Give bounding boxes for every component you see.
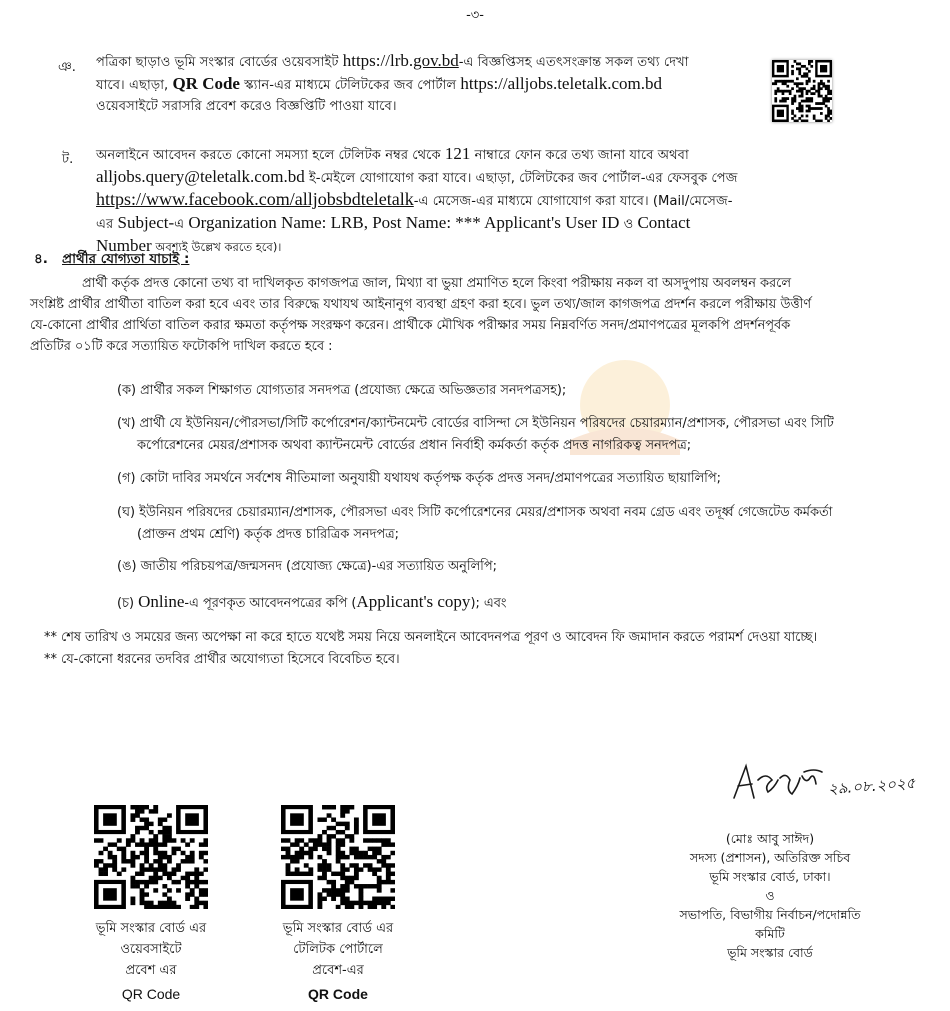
text: -এ মেসেজ-এর মাধ্যমে যোগাযোগ করা যাবে। (Mail/মেসেজ- [413,194,733,209]
caption-line: ওয়েবসাইটে [120,942,182,957]
page-number: -৩- [466,8,484,23]
note-line: ** শেষ তারিখ ও সময়ের জন্য অপেক্ষা না করে হাতে যথেষ্ট সময় নিয়ে অনলাইনে আবেদনপত্র পূরণ ও আবেদন ফি জমাদান করতে পরামর্শ দেওয়া যাচ্ছে। [44,630,818,645]
list-line: কর্পোরেশনের মেয়র/প্রশাসক অথবা ক্যান্টনমেন্ট বোর্ডের প্রধান নির্বাহী কর্মকর্তা কর্তৃক প্রদত্ত নাগরিকত্ব সনদপত্র; [137,438,692,453]
list-item: (ঙ) জাতীয় পরিচয়পত্র/জন্মসনদ (প্রযোজ্য ক্ষেত্রে)-এর সত্যায়িত অনুলিপি; [117,559,497,574]
text: যাবে। এছাড়া, [96,78,173,93]
qr-code-image-top [772,60,832,122]
item-marker-cha: ট. [62,152,74,167]
text: -এ বিজ্ঞপ্তিসহ এতৎসংক্রান্ত সকল তথ্য দেখা [458,55,689,70]
text: ই-মেইলে যোগাযোগ করা যাবে। এছাড়া, টেলিটকের জব পোর্টাল-এর ফেসবুক পেজ [304,171,738,186]
caption-line: ভূমি সংস্কার বোর্ড এর [282,921,394,936]
caption-line: টেলিটক পোর্টালে [293,942,383,957]
para-line: প্রতিটির ০১টি করে সত্যায়িত ফটোকপি দাখিল করতে হবে : [30,339,333,354]
section-paragraph [30,273,930,357]
list-line: (ঘ) ইউনিয়ন পরিষদের চেয়ারম্যান/প্রশাসক, পৌরসভা এবং সিটি কর্পোরেশনের মেয়র/প্রশাসক অথবা নবম গ্রেড এবং তদূর্ধ্ব গেজেটেড কর্মকর্তা [117,505,833,520]
text: ওয়েবসাইটে সরাসরি প্রবেশ করেও বিজ্ঞপ্তিটি পাওয়া যাবে। [96,99,397,114]
text: এ [174,217,189,232]
item-cha-text [96,143,846,258]
text: নাম্বারে ফোন করে তথ্য জানা যাবে অথবা [470,148,689,163]
number-term: Number [96,236,152,255]
section-number: ৪. [34,251,48,267]
text: পত্রিকা ছাড়াও ভূমি সংস্কার বোর্ডের ওয়েবসাইট [96,55,343,70]
item-marker-nio: ঞ. [58,60,76,75]
text: অনলাইনে আবেদন করতে কোনো সমস্যা হলে টেলিটক নম্বর থেকে [96,148,445,163]
contact-term: Contact [637,213,691,232]
applicant-copy-term: Applicant's copy [356,592,471,611]
signatory-conjunction: ও [765,888,775,903]
signature-block [660,829,880,962]
caption-line: ভূমি সংস্কার বোর্ড এর [95,921,207,936]
caption-line: প্রবেশ এর [125,963,177,978]
list-item: (গ) কোটা দাবির সমর্থনে সর্বশেষ নীতিমালা অনুযায়ী যথাযথ কর্তৃপক্ষ কর্তৃক প্রদত্ত সনদ/প্রমাণপত্রের সত্যায়িত ছায়ালিপি; [117,471,721,486]
list-item [117,502,832,546]
text: ); এবং [470,596,507,611]
url-lrb-domain[interactable]: gov.bd [413,51,459,70]
item-nio-text [96,50,756,117]
list-item: (ক) প্রার্থীর সকল শিক্ষাগত যোগ্যতার সনদপত্র (প্রযোজ্য ক্ষেত্রে অভিজ্ঞতার সনদপত্রসহ); [117,383,567,398]
phone-number: 121 [444,144,471,163]
signature-date: ২৯.০৮.২০২৫ [827,773,916,799]
list-item [117,591,506,615]
signatory-role: সভাপতি, বিভাগীয় নির্বাচন/পদোন্নতি [679,907,861,922]
text: -এ পূরণকৃত আবেদনপত্রের কপি ( [184,596,357,611]
list-line: (প্রাক্তন প্রথম শ্রেণি) কর্তৃক প্রদত্ত চারিত্রিক সনদপত্র; [137,527,399,542]
text: ও [619,217,638,232]
qr-code-image-teletalk [281,805,395,909]
list-item [117,413,834,457]
signatory-title: সদস্য (প্রশাসন), অতিরিক্ত সচিব [689,850,851,865]
url-alljobs[interactable]: https://alljobs.teletalk.com.bd [460,74,662,93]
para-line: সংশ্লিষ্ট প্রার্থীর প্রার্থীতা বাতিল করা হবে এবং তার বিরুদ্ধে যথাযথ আইনানুগ ব্যবস্থা গ্রহণ করা হবে। ভুল তথ্য/জাল কাগজপত্র প্রদর্শন করলে পরীক্ষায় উত্তীর্ণ [30,297,812,312]
para-line: প্রার্থী কর্তৃক প্রদত্ত কোনো তথ্য বা দাখিলকৃত কাগজপত্র জাল, মিথ্যা বা ভুয়া প্রমাণিত হলে কিংবা পরীক্ষায় নকল বা অসদুপায় অবলম্বন করলে [82,276,791,291]
para-line: যে-কোনো প্রার্থীর প্রার্থিতা বাতিল করার ক্ষমতা কর্তৃপক্ষ সংরক্ষণ করেন। প্রার্থীকে মৌখিক পরীক্ষার সময় নিম্নবর্ণিত সনদ/প্রমাণপত্রের মূলকপি প্রদর্শনপূর্বক [30,318,791,333]
text: অবশ্যই উল্লেখ করতে হবে)। [151,240,282,254]
url-lrb-prefix: https://lrb. [342,51,414,70]
section-title: প্রার্থীর যোগ্যতা যাচাই : [62,251,190,267]
text: এর [96,217,118,232]
signatory-office: ভূমি সংস্কার বোর্ড, ঢাকা। [709,869,831,884]
text: (চ) [117,596,139,611]
qr-code-term: QR Code [172,74,240,93]
list-line: (খ) প্রার্থী যে ইউনিয়ন/পৌরসভা/সিটি কর্পোরেশন/ক্যান্টনমেন্ট বোর্ডের বাসিন্দা সে ইউনিয়ন পরিষদের চেয়ারম্যান/প্রশাসক, পৌরসভা এবং সিটি [117,416,834,431]
caption-line: QR Code [121,986,181,1002]
signatory-role: কমিটি [755,926,785,941]
subject-term: Subject- [117,213,175,232]
qr-caption-website [64,918,238,1005]
facebook-link[interactable]: https://www.facebook.com/alljobsbdteletalk [96,189,414,209]
signatory-name: (মোঃ আবু সাঈদ) [725,831,815,846]
qr-caption-teletalk [251,918,425,1005]
text: স্ক্যান-এর মাধ্যমে টেলিটকের জব পোর্টাল [239,78,461,93]
online-term: Online [138,592,185,611]
caption-line: প্রবেশ-এর [312,963,364,978]
note-line: ** যে-কোনো ধরনের তদবির প্রার্থীর অযোগ্যতা হিসেবে বিবেচিত হবে। [44,652,400,667]
caption-line: QR Code [308,986,368,1002]
email-link[interactable]: alljobs.query@teletalk.com.bd [96,167,305,186]
subject-format: Organization Name: LRB, Post Name: *** Applicant's User ID [188,213,620,232]
notes [44,627,817,671]
signatory-office: ভূমি সংস্কার বোর্ড [727,945,813,960]
qr-code-image-website [94,805,208,909]
